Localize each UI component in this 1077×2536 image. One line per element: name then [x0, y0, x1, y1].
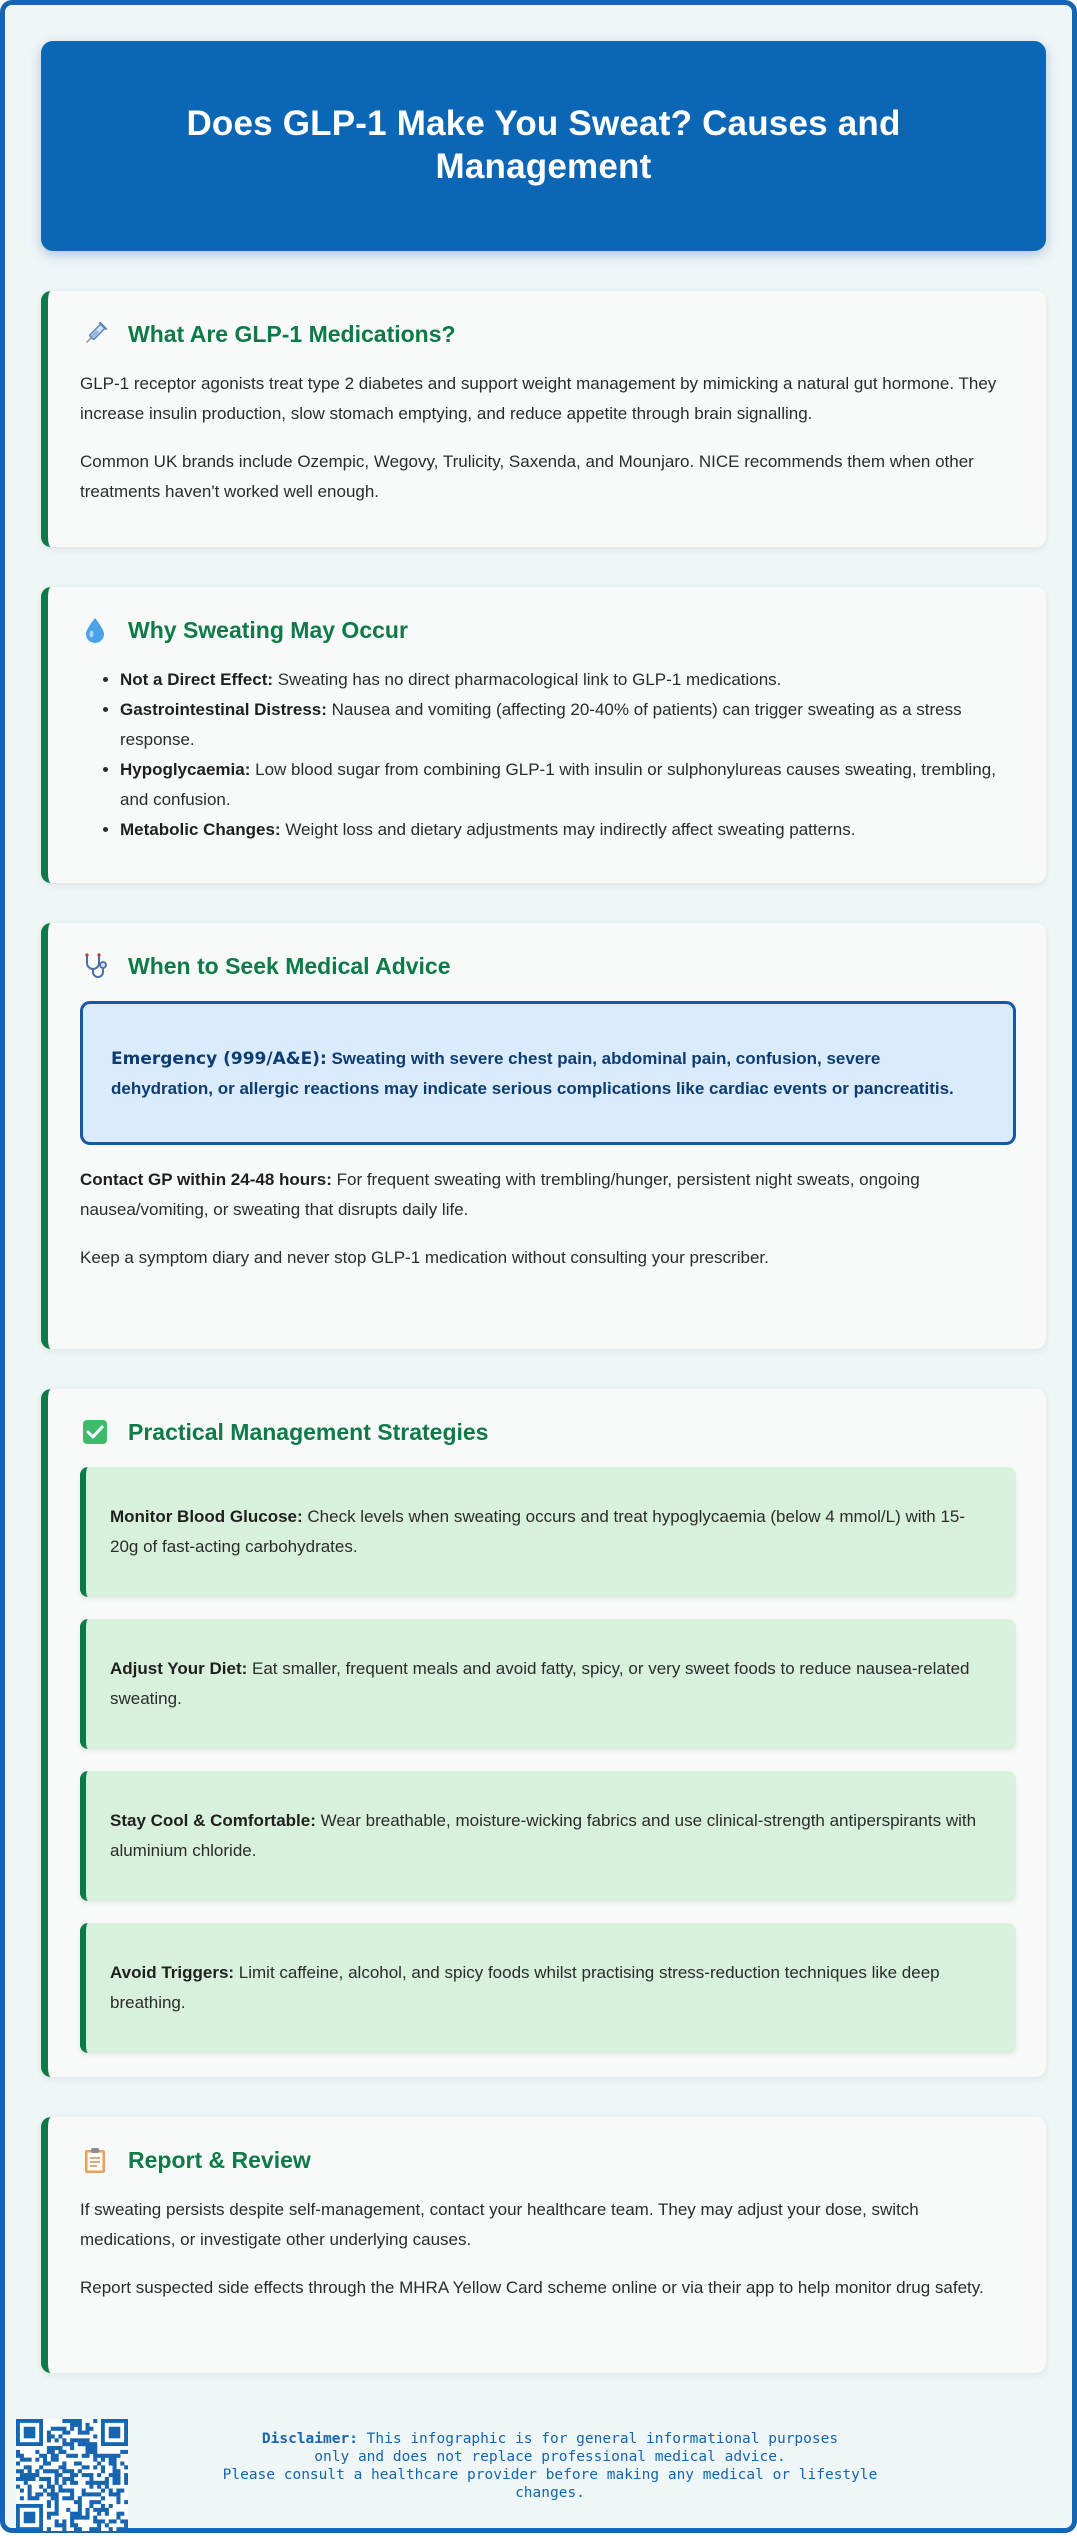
strategy-card: [80, 1619, 1016, 1749]
stethoscope-icon: [80, 951, 110, 981]
checkmark-icon: [80, 1417, 110, 1447]
section-heading: [80, 1417, 1016, 1447]
strategy-text: [110, 1806, 986, 1866]
strategy-card: [80, 1467, 1016, 1597]
section-paragraph: GLP-1 receptor agonists treat type 2 diabetes and support weight management by mimicking a natural gut hormone. They increase insulin production, slow stomach emptying, and reduce appetite through brain signalling.: [80, 374, 997, 423]
item-label: Hypoglycaemia:: [120, 760, 251, 779]
disclaimer-line: Please consult a healthcare provider before making any medical or lifestyle changes.: [222, 2467, 878, 2501]
strategy-text: [110, 1958, 986, 2018]
section-medical-advice: [41, 923, 1046, 1349]
section-title: What Are GLP-1 Medications?: [128, 320, 456, 347]
emergency-label: Emergency (999/A&E):: [111, 1049, 327, 1069]
item-label: Metabolic Changes:: [120, 820, 281, 839]
section-heading: [80, 951, 1016, 981]
section-management-strategies: [41, 1389, 1046, 2077]
item-label: Gastrointestinal Distress:: [120, 700, 327, 719]
section-paragraph: Common UK brands include Ozempic, Wegovy, Trulicity, Saxenda, and Mounjaro. NICE recommends them when other treatments haven't worked well enough.: [80, 452, 974, 501]
strategy-body: Limit caffeine, alcohol, and spicy foods whilst practising stress-reduction techniques like deep breathing.: [110, 1963, 940, 2012]
section-title: Why Sweating May Occur: [128, 616, 408, 643]
section-why-sweating: [41, 587, 1046, 883]
section-title: Practical Management Strategies: [128, 1418, 489, 1445]
strategy-label: Avoid Triggers:: [110, 1963, 235, 1982]
gp-text: For frequent sweating with trembling/hunger, persistent night sweats, ongoing nausea/vomiting, or sweating that disrupts daily life.: [80, 1170, 920, 1219]
clipboard-icon: [80, 2145, 110, 2175]
emergency-text: [111, 1044, 983, 1104]
footer: [10, 2410, 1077, 2533]
list-item: [120, 665, 1016, 695]
causes-list: [120, 665, 1016, 845]
section-title: When to Seek Medical Advice: [128, 952, 451, 979]
item-text: Weight loss and dietary adjustments may indirectly affect sweating patterns.: [280, 820, 856, 839]
section-paragraph: If sweating persists despite self-management, contact your healthcare team. They may adjust your dose, switch medications, or investigate other underlying causes.: [80, 2200, 919, 2249]
gp-advice: [80, 1165, 1016, 1225]
item-text: Low blood sugar from combining GLP-1 with insulin or sulphonylureas causes sweating, trembling, and confusion.: [120, 760, 996, 809]
disclaimer-line: only and does not replace professional medical advice.: [314, 2449, 786, 2465]
disclaimer-line: [190, 2430, 910, 2448]
section-title: Report & Review: [128, 2146, 311, 2173]
gp-label: Contact GP within 24-48 hours:: [80, 1170, 332, 1189]
list-item: [120, 755, 1016, 815]
page-header: [41, 41, 1046, 251]
strategy-text: [110, 1654, 986, 1714]
section-heading: [80, 2145, 1016, 2175]
strategy-body: Wear breathable, moisture-wicking fabrics and use clinical-strength antiperspirants with aluminium chloride.: [110, 1811, 977, 1860]
strategy-card: [80, 1771, 1016, 1901]
item-text: Nausea and vomiting (affecting 20-40% of patients) can trigger sweating as a stress response.: [120, 700, 962, 749]
strategy-label: Monitor Blood Glucose:: [110, 1507, 303, 1526]
disclaimer: [190, 2430, 910, 2502]
strategy-body: Check levels when sweating occurs and treat hypoglycaemia (below 4 mmol/L) with 15-20g of fast-acting carbohydrates.: [110, 1507, 966, 1556]
strategy-label: Stay Cool & Comfortable:: [110, 1811, 316, 1830]
emergency-body: Sweating with severe chest pain, abdominal pain, confusion, severe dehydration, or allergic reactions may indicate serious complications like cardiac events or pancreatitis.: [111, 1049, 954, 1098]
syringe-icon: [80, 319, 110, 349]
list-item: [120, 695, 1016, 755]
section-what-are-glp1: [41, 291, 1046, 547]
strategy-label: Adjust Your Diet:: [110, 1659, 248, 1678]
item-label: Not a Direct Effect:: [120, 670, 274, 689]
strategy-card: [80, 1923, 1016, 2053]
section-report-review: [41, 2117, 1046, 2373]
emergency-callout: [80, 1001, 1016, 1145]
section-paragraph: Keep a symptom diary and never stop GLP-1 medication without consulting your prescriber.: [80, 1248, 769, 1267]
disclaimer-label: Disclaimer:: [261, 2431, 358, 2447]
section-heading: [80, 319, 1016, 349]
disclaimer-text: This infographic is for general informational purposes: [357, 2431, 839, 2447]
list-item: [120, 815, 1016, 845]
strategy-body: Eat smaller, frequent meals and avoid fatty, spicy, or very sweet foods to reduce nausea-related sweating.: [110, 1659, 970, 1708]
section-heading: [80, 615, 1016, 645]
strategy-text: [110, 1502, 986, 1562]
item-text: Sweating has no direct pharmacological link to GLP-1 medications.: [273, 670, 782, 689]
qr-code[interactable]: [16, 2419, 128, 2531]
page-title: Does GLP-1 Make You Sweat? Causes and Management: [186, 104, 901, 186]
section-paragraph: Report suspected side effects through the MHRA Yellow Card scheme online or via their app to help monitor drug safety.: [80, 2278, 984, 2297]
droplet-icon: [80, 615, 110, 645]
